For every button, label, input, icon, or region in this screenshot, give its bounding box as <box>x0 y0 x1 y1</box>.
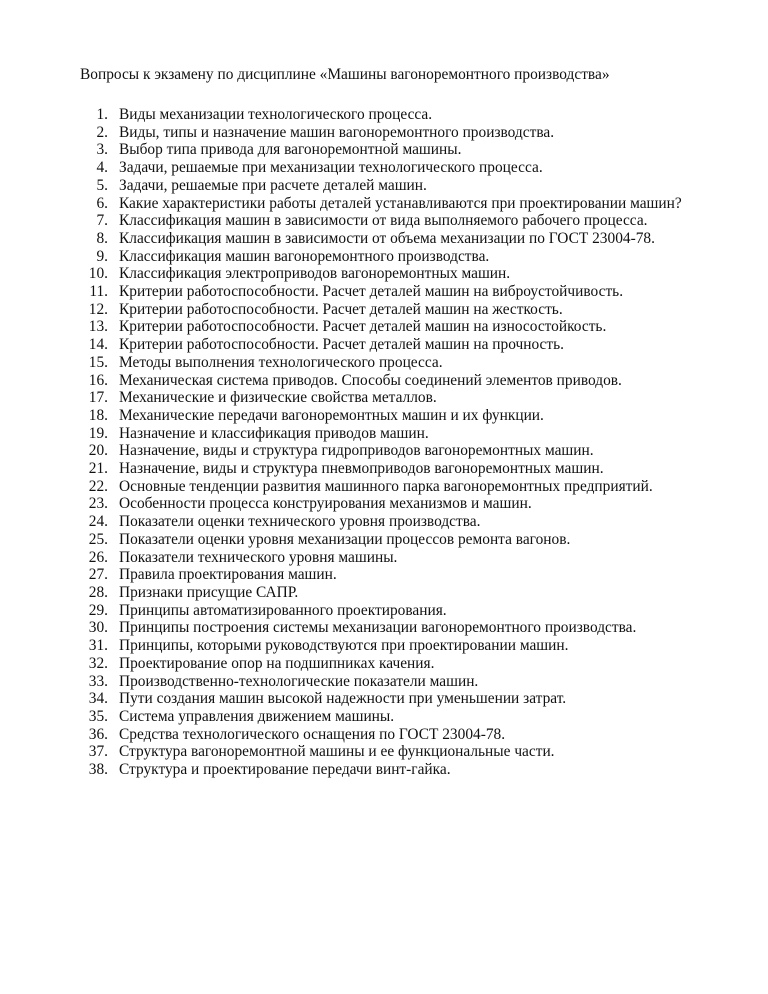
question-item <box>78 513 714 531</box>
question-item <box>78 389 714 407</box>
question-text: Выбор типа привода для вагоноремонтной машины. <box>119 141 462 159</box>
question-text: Критерии работоспособности. Расчет деталей машин на прочность. <box>119 336 564 354</box>
question-text: Структура и проектирование передачи винт-гайка. <box>119 761 451 779</box>
question-text: Показатели оценки уровня механизации процессов ремонта вагонов. <box>119 530 571 548</box>
question-item <box>78 584 714 602</box>
question-number: 4. <box>96 159 108 177</box>
question-text: Производственно-технологические показатели машин. <box>119 672 479 690</box>
question-item <box>78 690 714 708</box>
question-item <box>78 265 714 283</box>
question-text: Основные тенденции развития машинного парка вагоноремонтных предприятий. <box>119 477 653 495</box>
question-item <box>78 460 714 478</box>
question-text: Механические передачи вагоноремонтных машин и их функции. <box>119 406 544 424</box>
question-text: Правила проектирования машин. <box>119 566 337 584</box>
question-item <box>78 212 714 230</box>
question-number: 18. <box>88 406 108 424</box>
question-item <box>78 336 714 354</box>
question-item <box>78 318 714 336</box>
question-item <box>78 726 714 744</box>
question-text: Методы выполнения технологического процесса. <box>119 353 443 371</box>
question-number: 33. <box>88 672 108 690</box>
question-text: Назначение и классификация приводов машин. <box>119 424 429 442</box>
question-number: 22. <box>88 477 108 495</box>
question-number: 16. <box>88 371 108 389</box>
question-text: Проектирование опор на подшипниках качения. <box>119 654 435 672</box>
question-number: 26. <box>88 548 108 566</box>
question-number: 31. <box>88 637 108 655</box>
question-item <box>78 354 714 372</box>
question-number: 30. <box>88 619 108 637</box>
question-text: Механическая система приводов. Способы соединений элементов приводов. <box>119 371 622 389</box>
question-text: Критерии работоспособности. Расчет деталей машин на виброустойчивость. <box>119 283 624 301</box>
question-item <box>78 230 714 248</box>
question-text: Принципы, которыми руководствуются при проектировании машин. <box>119 637 569 655</box>
question-number: 17. <box>88 389 108 407</box>
question-item <box>78 425 714 443</box>
question-item <box>78 602 714 620</box>
question-number: 11. <box>89 283 108 301</box>
question-number: 5. <box>96 176 108 194</box>
question-number: 27. <box>88 566 108 584</box>
question-text: Принципы автоматизированного проектирования. <box>119 601 447 619</box>
question-item <box>78 495 714 513</box>
question-text: Система управления движением машины. <box>119 707 395 725</box>
question-text: Какие характеристики работы деталей устанавливаются при проектировании машин? <box>119 194 682 212</box>
question-item <box>78 124 714 142</box>
question-number: 29. <box>88 601 108 619</box>
question-text: Классификация машин в зависимости от объема механизации по ГОСТ 23004-78. <box>119 229 655 247</box>
question-number: 25. <box>88 530 108 548</box>
question-number: 2. <box>96 123 108 141</box>
questions-list <box>78 106 714 779</box>
question-item <box>78 442 714 460</box>
question-number: 9. <box>96 247 108 265</box>
question-item <box>78 159 714 177</box>
question-item <box>78 708 714 726</box>
question-number: 12. <box>88 300 108 318</box>
question-text: Особенности процесса конструирования механизмов и машин. <box>119 495 532 513</box>
question-item <box>78 177 714 195</box>
question-number: 1. <box>96 106 108 123</box>
question-number: 28. <box>88 583 108 601</box>
question-number: 23. <box>88 495 108 513</box>
question-item <box>78 619 714 637</box>
question-text: Критерии работоспособности. Расчет деталей машин на износостойкость. <box>119 318 607 336</box>
question-text: Показатели оценки технического уровня производства. <box>119 513 481 531</box>
question-number: 6. <box>96 194 108 212</box>
question-number: 38. <box>88 761 108 779</box>
question-item <box>78 566 714 584</box>
question-text: Принципы построения системы механизации вагоноремонтного производства. <box>119 619 637 637</box>
question-number: 35. <box>88 707 108 725</box>
question-item <box>78 195 714 213</box>
question-text: Средства технологического оснащения по ГОСТ 23004-78. <box>119 725 506 743</box>
question-number: 37. <box>88 743 108 761</box>
question-text: Механические и физические свойства металлов. <box>119 389 437 407</box>
question-item <box>78 655 714 673</box>
document-title: Вопросы к экзамену по дисциплине «Машины вагоноремонтного производства» <box>80 66 610 83</box>
question-text: Задачи, решаемые при механизации технологического процесса. <box>119 159 543 177</box>
question-item <box>78 372 714 390</box>
question-item <box>78 248 714 266</box>
question-item <box>78 478 714 496</box>
question-text: Классификация электроприводов вагоноремонтных машин. <box>119 265 511 283</box>
question-text: Назначение, виды и структура гидроприводов вагоноремонтных машин. <box>119 442 594 460</box>
question-text: Классификация машин вагоноремонтного производства. <box>119 247 490 265</box>
question-text: Показатели технического уровня машины. <box>119 548 398 566</box>
question-number: 36. <box>88 725 108 743</box>
question-number: 15. <box>88 353 108 371</box>
question-text: Признаки присущие САПР. <box>119 583 299 601</box>
question-text: Виды механизации технологического процесса. <box>119 106 433 123</box>
question-text: Пути создания машин высокой надежности при уменьшении затрат. <box>119 690 567 708</box>
question-number: 8. <box>96 229 108 247</box>
question-number: 19. <box>88 424 108 442</box>
question-item <box>78 301 714 319</box>
question-number: 24. <box>88 513 108 531</box>
question-item <box>78 407 714 425</box>
question-text: Виды, типы и назначение машин вагоноремонтного производства. <box>119 123 555 141</box>
question-item <box>78 531 714 549</box>
question-text: Критерии работоспособности. Расчет деталей машин на жесткость. <box>119 300 563 318</box>
question-number: 13. <box>88 318 108 336</box>
question-item <box>78 743 714 761</box>
question-number: 3. <box>96 141 108 159</box>
question-number: 14. <box>88 336 108 354</box>
question-item <box>78 637 714 655</box>
question-item <box>78 549 714 567</box>
question-text: Назначение, виды и структура пневмоприводов вагоноремонтных машин. <box>119 460 604 478</box>
question-item <box>78 673 714 691</box>
question-number: 10. <box>88 265 108 283</box>
question-number: 21. <box>88 460 108 478</box>
question-text: Структура вагоноремонтной машины и ее функциональные части. <box>119 743 555 761</box>
question-item <box>78 141 714 159</box>
question-item <box>78 761 714 779</box>
question-number: 20. <box>88 442 108 460</box>
question-number: 32. <box>88 654 108 672</box>
question-text: Задачи, решаемые при расчете деталей машин. <box>119 176 427 194</box>
question-item <box>78 106 714 124</box>
question-number: 34. <box>88 690 108 708</box>
question-item <box>78 283 714 301</box>
question-text: Классификация машин в зависимости от вида выполняемого рабочего процесса. <box>119 212 648 230</box>
question-number: 7. <box>96 212 108 230</box>
